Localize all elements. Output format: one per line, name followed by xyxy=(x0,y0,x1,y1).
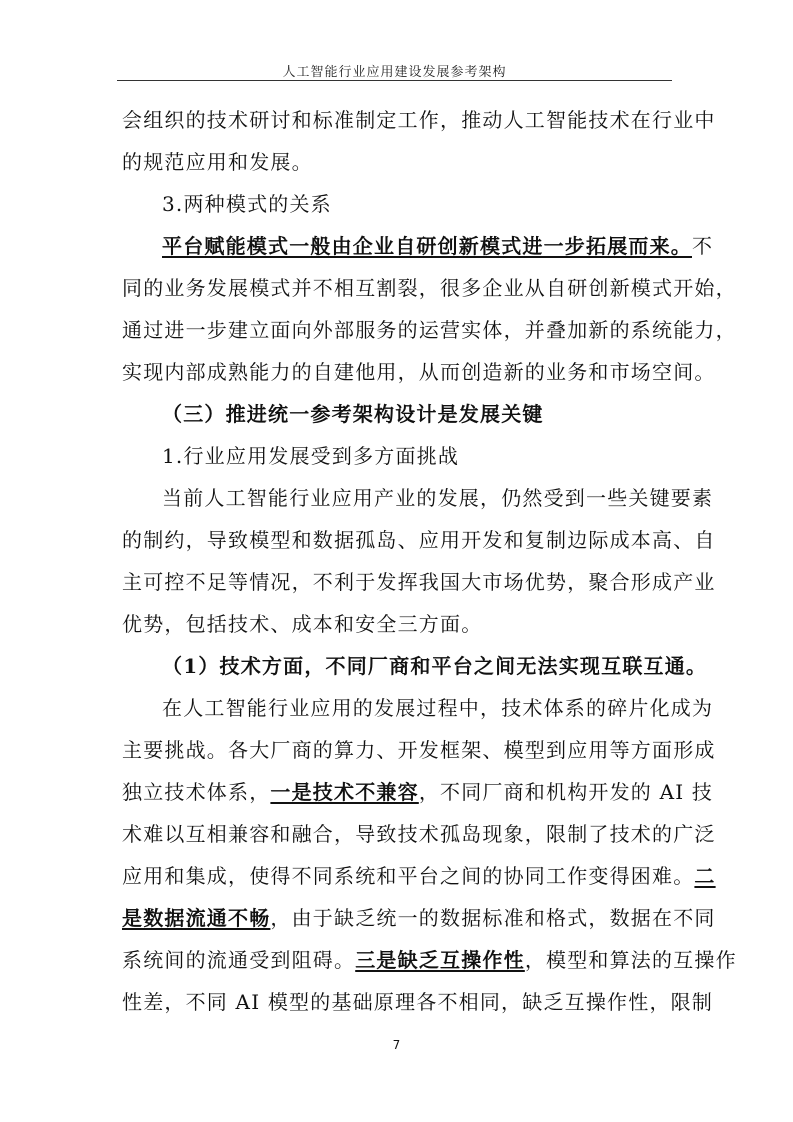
text-line: 性差，不同 AI 模型的基础原理各不相同，缺乏互操作性，限制 xyxy=(122,990,714,1014)
subsection-heading: 1.行业应用发展受到多方面挑战 xyxy=(162,444,460,468)
text-run: ，由于缺乏统一的数据标准和格式，数据在不同 xyxy=(270,906,716,930)
text-run: 系统间的流通受到阻碍。 xyxy=(122,948,356,972)
text-line xyxy=(162,228,714,264)
text-line: 术难以互相兼容和融合，导致技术孤岛现象，限制了技术的广泛 xyxy=(122,822,716,846)
text-line: 主可控不足等情况，不利于发挥我国大市场优势，聚合形成产业 xyxy=(122,570,716,594)
text-line xyxy=(122,900,716,936)
page-number: 7 xyxy=(392,1038,401,1052)
paragraph-heading: （1）技术方面，不同厂商和平台之间无法实现互联互通。 xyxy=(162,654,708,678)
text-line: 主要挑战。各大厂商的算力、开发框架、模型到应用等方面形成 xyxy=(122,738,716,762)
text-run: ，模型和算法的互操作 xyxy=(524,948,737,972)
text-line xyxy=(122,858,716,894)
text-line: 通过进一步建立面向外部服务的运营实体，并叠加新的系统能力， xyxy=(122,318,737,342)
text-line: 当前人工智能行业应用产业的发展，仍然受到一些关键要素 xyxy=(162,486,714,510)
section-heading: （三）推进统一参考架构设计是发展关键 xyxy=(162,402,544,426)
text-line: 同的业务发展模式并不相互割裂，很多企业从自研创新模式开始， xyxy=(122,276,737,300)
text-line: 在人工智能行业应用的发展过程中，技术体系的碎片化成为 xyxy=(162,696,714,720)
text-line: 的规范应用和发展。 xyxy=(122,150,313,174)
text-line: 会组织的技术研讨和标准制定工作，推动人工智能技术在行业中 xyxy=(122,108,716,132)
text-line: 的制约，导致模型和数据孤岛、应用开发和复制边际成本高、自 xyxy=(122,528,716,552)
text-line xyxy=(122,942,737,978)
emphasis-text: 一是技术不兼容 xyxy=(270,780,419,804)
text-run: 应用和集成，使得不同系统和平台之间的协同工作变得困难。 xyxy=(122,864,695,888)
header-title: 人工智能行业应用建设发展参考架构 xyxy=(282,65,507,80)
text-run: ，不同厂商和机构开发的 AI 技 xyxy=(418,780,714,804)
text-run: 不 xyxy=(692,234,714,258)
emphasis-text: 二 xyxy=(694,864,716,888)
text-line: 实现内部成熟能力的自建他用，从而创造新的业务和市场空间。 xyxy=(122,360,716,384)
emphasis-text: 三是缺乏互操作性 xyxy=(355,948,525,972)
header-rule xyxy=(117,80,672,81)
text-run: 独立技术体系， xyxy=(122,780,271,804)
emphasis-text: 是数据流通不畅 xyxy=(122,906,271,930)
text-line xyxy=(122,774,714,810)
emphasis-text: 平台赋能模式一般由企业自研创新模式进一步拓展而来。 xyxy=(162,234,692,258)
text-line: 优势，包括技术、成本和安全三方面。 xyxy=(122,612,483,636)
section-heading: 3.两种模式的关系 xyxy=(162,192,332,216)
